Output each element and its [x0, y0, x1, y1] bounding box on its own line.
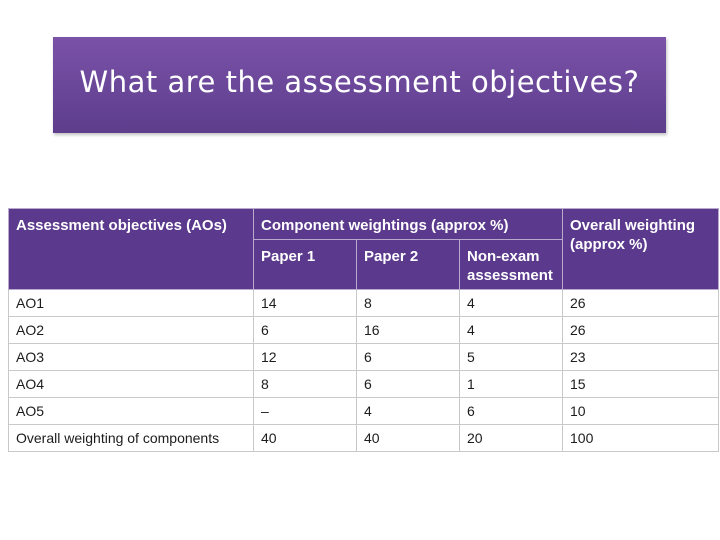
cell-paper-2: 6	[357, 344, 460, 371]
header-component-weightings: Component weightings (approx %)	[254, 209, 563, 240]
cell-paper-1: –	[254, 398, 357, 425]
header-paper-2: Paper 2	[357, 240, 460, 290]
cell-ao: Overall weighting of components	[9, 425, 254, 452]
table-row	[9, 344, 719, 371]
cell-paper-2: 4	[357, 398, 460, 425]
cell-overall: 15	[563, 371, 719, 398]
cell-overall: 23	[563, 344, 719, 371]
table-row	[9, 371, 719, 398]
cell-nea: 4	[460, 317, 563, 344]
cell-paper-2: 40	[357, 425, 460, 452]
cell-overall: 100	[563, 425, 719, 452]
ao-table	[8, 208, 719, 452]
table-row	[9, 398, 719, 425]
table-row	[9, 317, 719, 344]
header-aos: Assessment objectives (AOs)	[9, 209, 254, 290]
header-overall-weighting: Overall weighting (approx %)	[563, 209, 719, 290]
cell-nea: 6	[460, 398, 563, 425]
header-paper-1: Paper 1	[254, 240, 357, 290]
cell-paper-1: 6	[254, 317, 357, 344]
header-row-top	[9, 209, 719, 240]
cell-nea: 20	[460, 425, 563, 452]
table-row-total	[9, 425, 719, 452]
cell-nea: 1	[460, 371, 563, 398]
cell-paper-2: 16	[357, 317, 460, 344]
header-non-exam-assessment: Non-exam assessment	[460, 240, 563, 290]
cell-paper-1: 8	[254, 371, 357, 398]
cell-ao: AO3	[9, 344, 254, 371]
cell-paper-1: 14	[254, 290, 357, 317]
cell-nea: 4	[460, 290, 563, 317]
table-row	[9, 290, 719, 317]
title-banner	[53, 37, 666, 133]
cell-paper-2: 8	[357, 290, 460, 317]
cell-paper-1: 12	[254, 344, 357, 371]
cell-paper-2: 6	[357, 371, 460, 398]
cell-ao: AO1	[9, 290, 254, 317]
assessment-objectives-table	[8, 208, 718, 452]
slide-title: What are the assessment objectives?	[79, 65, 640, 99]
cell-ao: AO2	[9, 317, 254, 344]
cell-overall: 26	[563, 290, 719, 317]
cell-overall: 26	[563, 317, 719, 344]
cell-ao: AO4	[9, 371, 254, 398]
cell-ao: AO5	[9, 398, 254, 425]
cell-paper-1: 40	[254, 425, 357, 452]
cell-nea: 5	[460, 344, 563, 371]
cell-overall: 10	[563, 398, 719, 425]
